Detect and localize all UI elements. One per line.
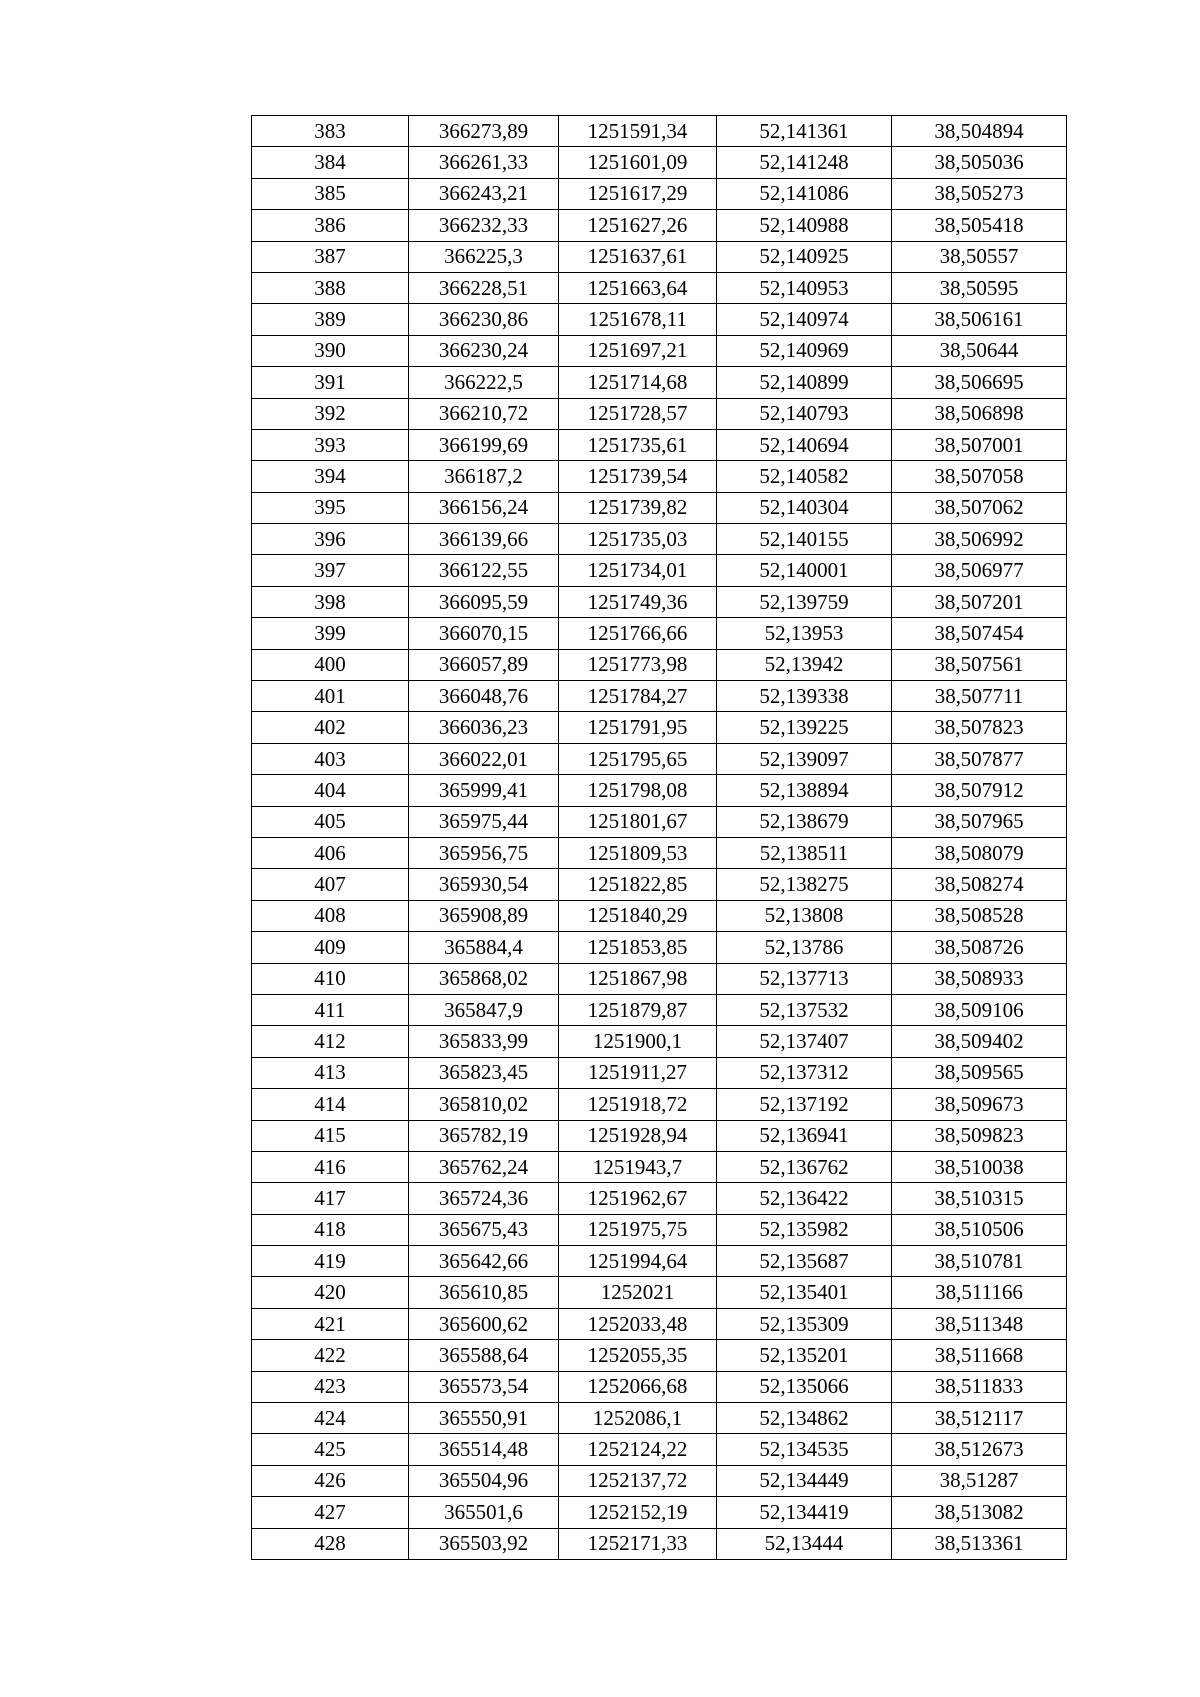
x-coordinate-cell: 366222,5 <box>409 367 559 398</box>
point-number-cell: 414 <box>252 1089 409 1120</box>
latitude-cell: 52,139225 <box>717 712 892 743</box>
y-coordinate-cell: 1251791,95 <box>559 712 717 743</box>
y-coordinate-cell: 1251773,98 <box>559 649 717 680</box>
table-row <box>252 1089 1067 1120</box>
table-row <box>252 1340 1067 1371</box>
table-row <box>252 398 1067 429</box>
x-coordinate-cell: 366156,24 <box>409 492 559 523</box>
table-row <box>252 1277 1067 1308</box>
y-coordinate-cell: 1251749,36 <box>559 586 717 617</box>
x-coordinate-cell: 365975,44 <box>409 806 559 837</box>
point-number-cell: 427 <box>252 1497 409 1528</box>
x-coordinate-cell: 366230,86 <box>409 304 559 335</box>
point-number-cell: 417 <box>252 1183 409 1214</box>
x-coordinate-cell: 365908,89 <box>409 900 559 931</box>
latitude-cell: 52,140304 <box>717 492 892 523</box>
longitude-cell: 38,509106 <box>892 994 1067 1025</box>
x-coordinate-cell: 366273,89 <box>409 116 559 147</box>
longitude-cell: 38,507058 <box>892 461 1067 492</box>
y-coordinate-cell: 1251637,61 <box>559 241 717 272</box>
longitude-cell: 38,510315 <box>892 1183 1067 1214</box>
latitude-cell: 52,141361 <box>717 116 892 147</box>
point-number-cell: 388 <box>252 272 409 303</box>
y-coordinate-cell: 1251591,34 <box>559 116 717 147</box>
latitude-cell: 52,138511 <box>717 837 892 868</box>
x-coordinate-cell: 365514,48 <box>409 1434 559 1465</box>
y-coordinate-cell: 1252033,48 <box>559 1308 717 1339</box>
x-coordinate-cell: 366228,51 <box>409 272 559 303</box>
point-number-cell: 420 <box>252 1277 409 1308</box>
point-number-cell: 397 <box>252 555 409 586</box>
x-coordinate-cell: 366225,3 <box>409 241 559 272</box>
latitude-cell: 52,135066 <box>717 1371 892 1402</box>
table-row <box>252 837 1067 868</box>
table-row <box>252 618 1067 649</box>
longitude-cell: 38,511833 <box>892 1371 1067 1402</box>
point-number-cell: 389 <box>252 304 409 335</box>
x-coordinate-cell: 365823,45 <box>409 1057 559 1088</box>
table-row <box>252 1528 1067 1559</box>
point-number-cell: 398 <box>252 586 409 617</box>
y-coordinate-cell: 1251900,1 <box>559 1026 717 1057</box>
longitude-cell: 38,511668 <box>892 1340 1067 1371</box>
table-row <box>252 304 1067 335</box>
point-number-cell: 394 <box>252 461 409 492</box>
table-row <box>252 272 1067 303</box>
longitude-cell: 38,51287 <box>892 1465 1067 1496</box>
latitude-cell: 52,140988 <box>717 210 892 241</box>
table-row <box>252 1246 1067 1277</box>
x-coordinate-cell: 365503,92 <box>409 1528 559 1559</box>
table-row <box>252 994 1067 1025</box>
longitude-cell: 38,507201 <box>892 586 1067 617</box>
y-coordinate-cell: 1252124,22 <box>559 1434 717 1465</box>
point-number-cell: 408 <box>252 900 409 931</box>
point-number-cell: 386 <box>252 210 409 241</box>
table-row <box>252 775 1067 806</box>
longitude-cell: 38,507001 <box>892 429 1067 460</box>
y-coordinate-cell: 1251735,61 <box>559 429 717 460</box>
coordinates-table-body <box>252 116 1067 1560</box>
y-coordinate-cell: 1251784,27 <box>559 681 717 712</box>
y-coordinate-cell: 1251975,75 <box>559 1214 717 1245</box>
x-coordinate-cell: 365782,19 <box>409 1120 559 1151</box>
y-coordinate-cell: 1252021 <box>559 1277 717 1308</box>
table-row <box>252 429 1067 460</box>
table-row <box>252 555 1067 586</box>
latitude-cell: 52,137407 <box>717 1026 892 1057</box>
latitude-cell: 52,140155 <box>717 524 892 555</box>
x-coordinate-cell: 365930,54 <box>409 869 559 900</box>
longitude-cell: 38,507062 <box>892 492 1067 523</box>
longitude-cell: 38,507823 <box>892 712 1067 743</box>
latitude-cell: 52,136941 <box>717 1120 892 1151</box>
x-coordinate-cell: 365588,64 <box>409 1340 559 1371</box>
y-coordinate-cell: 1251617,29 <box>559 178 717 209</box>
latitude-cell: 52,140974 <box>717 304 892 335</box>
x-coordinate-cell: 366187,2 <box>409 461 559 492</box>
longitude-cell: 38,507912 <box>892 775 1067 806</box>
x-coordinate-cell: 366199,69 <box>409 429 559 460</box>
latitude-cell: 52,140953 <box>717 272 892 303</box>
y-coordinate-cell: 1251928,94 <box>559 1120 717 1151</box>
table-row <box>252 900 1067 931</box>
longitude-cell: 38,507965 <box>892 806 1067 837</box>
longitude-cell: 38,507877 <box>892 743 1067 774</box>
y-coordinate-cell: 1252152,19 <box>559 1497 717 1528</box>
y-coordinate-cell: 1252137,72 <box>559 1465 717 1496</box>
y-coordinate-cell: 1251728,57 <box>559 398 717 429</box>
longitude-cell: 38,505036 <box>892 147 1067 178</box>
point-number-cell: 400 <box>252 649 409 680</box>
y-coordinate-cell: 1251663,64 <box>559 272 717 303</box>
y-coordinate-cell: 1251601,09 <box>559 147 717 178</box>
latitude-cell: 52,13953 <box>717 618 892 649</box>
table-row <box>252 335 1067 366</box>
longitude-cell: 38,506992 <box>892 524 1067 555</box>
x-coordinate-cell: 365956,75 <box>409 837 559 868</box>
longitude-cell: 38,510781 <box>892 1246 1067 1277</box>
latitude-cell: 52,134862 <box>717 1403 892 1434</box>
point-number-cell: 423 <box>252 1371 409 1402</box>
y-coordinate-cell: 1251918,72 <box>559 1089 717 1120</box>
point-number-cell: 395 <box>252 492 409 523</box>
y-coordinate-cell: 1251879,87 <box>559 994 717 1025</box>
point-number-cell: 418 <box>252 1214 409 1245</box>
table-row <box>252 649 1067 680</box>
y-coordinate-cell: 1252086,1 <box>559 1403 717 1434</box>
x-coordinate-cell: 366070,15 <box>409 618 559 649</box>
x-coordinate-cell: 366261,33 <box>409 147 559 178</box>
y-coordinate-cell: 1251795,65 <box>559 743 717 774</box>
point-number-cell: 411 <box>252 994 409 1025</box>
point-number-cell: 412 <box>252 1026 409 1057</box>
table-row <box>252 1308 1067 1339</box>
x-coordinate-cell: 365675,43 <box>409 1214 559 1245</box>
latitude-cell: 52,140582 <box>717 461 892 492</box>
longitude-cell: 38,509565 <box>892 1057 1067 1088</box>
latitude-cell: 52,135309 <box>717 1308 892 1339</box>
point-number-cell: 407 <box>252 869 409 900</box>
x-coordinate-cell: 366036,23 <box>409 712 559 743</box>
longitude-cell: 38,508528 <box>892 900 1067 931</box>
table-row <box>252 586 1067 617</box>
table-row <box>252 869 1067 900</box>
y-coordinate-cell: 1251911,27 <box>559 1057 717 1088</box>
latitude-cell: 52,139338 <box>717 681 892 712</box>
x-coordinate-cell: 366243,21 <box>409 178 559 209</box>
x-coordinate-cell: 365762,24 <box>409 1151 559 1182</box>
latitude-cell: 52,140001 <box>717 555 892 586</box>
longitude-cell: 38,512117 <box>892 1403 1067 1434</box>
point-number-cell: 396 <box>252 524 409 555</box>
point-number-cell: 419 <box>252 1246 409 1277</box>
point-number-cell: 404 <box>252 775 409 806</box>
point-number-cell: 393 <box>252 429 409 460</box>
point-number-cell: 428 <box>252 1528 409 1559</box>
y-coordinate-cell: 1252066,68 <box>559 1371 717 1402</box>
longitude-cell: 38,507711 <box>892 681 1067 712</box>
latitude-cell: 52,134419 <box>717 1497 892 1528</box>
table-row <box>252 241 1067 272</box>
table-row <box>252 743 1067 774</box>
point-number-cell: 425 <box>252 1434 409 1465</box>
longitude-cell: 38,511166 <box>892 1277 1067 1308</box>
point-number-cell: 422 <box>252 1340 409 1371</box>
latitude-cell: 52,136762 <box>717 1151 892 1182</box>
longitude-cell: 38,50557 <box>892 241 1067 272</box>
longitude-cell: 38,504894 <box>892 116 1067 147</box>
table-row <box>252 1151 1067 1182</box>
table-row <box>252 116 1067 147</box>
latitude-cell: 52,135687 <box>717 1246 892 1277</box>
y-coordinate-cell: 1251714,68 <box>559 367 717 398</box>
point-number-cell: 409 <box>252 932 409 963</box>
point-number-cell: 416 <box>252 1151 409 1182</box>
table-row <box>252 178 1067 209</box>
point-number-cell: 385 <box>252 178 409 209</box>
table-row <box>252 147 1067 178</box>
table-row <box>252 461 1067 492</box>
y-coordinate-cell: 1251809,53 <box>559 837 717 868</box>
latitude-cell: 52,140793 <box>717 398 892 429</box>
latitude-cell: 52,13444 <box>717 1528 892 1559</box>
longitude-cell: 38,505418 <box>892 210 1067 241</box>
y-coordinate-cell: 1252055,35 <box>559 1340 717 1371</box>
longitude-cell: 38,508274 <box>892 869 1067 900</box>
table-row <box>252 1214 1067 1245</box>
longitude-cell: 38,511348 <box>892 1308 1067 1339</box>
x-coordinate-cell: 365999,41 <box>409 775 559 806</box>
point-number-cell: 405 <box>252 806 409 837</box>
coordinates-table <box>251 115 1067 1560</box>
longitude-cell: 38,513361 <box>892 1528 1067 1559</box>
latitude-cell: 52,135982 <box>717 1214 892 1245</box>
x-coordinate-cell: 366095,59 <box>409 586 559 617</box>
x-coordinate-cell: 365847,9 <box>409 994 559 1025</box>
y-coordinate-cell: 1251739,82 <box>559 492 717 523</box>
longitude-cell: 38,508079 <box>892 837 1067 868</box>
latitude-cell: 52,134449 <box>717 1465 892 1496</box>
longitude-cell: 38,509823 <box>892 1120 1067 1151</box>
y-coordinate-cell: 1251798,08 <box>559 775 717 806</box>
longitude-cell: 38,505273 <box>892 178 1067 209</box>
x-coordinate-cell: 366232,33 <box>409 210 559 241</box>
table-row <box>252 712 1067 743</box>
longitude-cell: 38,509673 <box>892 1089 1067 1120</box>
point-number-cell: 426 <box>252 1465 409 1496</box>
longitude-cell: 38,509402 <box>892 1026 1067 1057</box>
table-row <box>252 681 1067 712</box>
table-row <box>252 1026 1067 1057</box>
point-number-cell: 391 <box>252 367 409 398</box>
longitude-cell: 38,50644 <box>892 335 1067 366</box>
y-coordinate-cell: 1251822,85 <box>559 869 717 900</box>
longitude-cell: 38,510506 <box>892 1214 1067 1245</box>
y-coordinate-cell: 1251766,66 <box>559 618 717 649</box>
latitude-cell: 52,13786 <box>717 932 892 963</box>
point-number-cell: 424 <box>252 1403 409 1434</box>
latitude-cell: 52,136422 <box>717 1183 892 1214</box>
x-coordinate-cell: 365724,36 <box>409 1183 559 1214</box>
y-coordinate-cell: 1251739,54 <box>559 461 717 492</box>
table-row <box>252 806 1067 837</box>
y-coordinate-cell: 1251853,85 <box>559 932 717 963</box>
y-coordinate-cell: 1251962,67 <box>559 1183 717 1214</box>
latitude-cell: 52,138275 <box>717 869 892 900</box>
point-number-cell: 401 <box>252 681 409 712</box>
y-coordinate-cell: 1251943,7 <box>559 1151 717 1182</box>
longitude-cell: 38,507561 <box>892 649 1067 680</box>
longitude-cell: 38,506898 <box>892 398 1067 429</box>
table-row <box>252 492 1067 523</box>
latitude-cell: 52,141086 <box>717 178 892 209</box>
longitude-cell: 38,506161 <box>892 304 1067 335</box>
point-number-cell: 399 <box>252 618 409 649</box>
x-coordinate-cell: 365884,4 <box>409 932 559 963</box>
point-number-cell: 390 <box>252 335 409 366</box>
point-number-cell: 406 <box>252 837 409 868</box>
x-coordinate-cell: 365573,54 <box>409 1371 559 1402</box>
latitude-cell: 52,135401 <box>717 1277 892 1308</box>
longitude-cell: 38,508726 <box>892 932 1067 963</box>
table-row <box>252 1434 1067 1465</box>
x-coordinate-cell: 365868,02 <box>409 963 559 994</box>
x-coordinate-cell: 365610,85 <box>409 1277 559 1308</box>
y-coordinate-cell: 1251994,64 <box>559 1246 717 1277</box>
latitude-cell: 52,140925 <box>717 241 892 272</box>
latitude-cell: 52,139759 <box>717 586 892 617</box>
y-coordinate-cell: 1251734,01 <box>559 555 717 586</box>
longitude-cell: 38,506695 <box>892 367 1067 398</box>
point-number-cell: 384 <box>252 147 409 178</box>
table-row <box>252 932 1067 963</box>
x-coordinate-cell: 366122,55 <box>409 555 559 586</box>
point-number-cell: 383 <box>252 116 409 147</box>
x-coordinate-cell: 365810,02 <box>409 1089 559 1120</box>
y-coordinate-cell: 1252171,33 <box>559 1528 717 1559</box>
x-coordinate-cell: 365642,66 <box>409 1246 559 1277</box>
point-number-cell: 403 <box>252 743 409 774</box>
x-coordinate-cell: 366210,72 <box>409 398 559 429</box>
y-coordinate-cell: 1251867,98 <box>559 963 717 994</box>
y-coordinate-cell: 1251801,67 <box>559 806 717 837</box>
latitude-cell: 52,139097 <box>717 743 892 774</box>
x-coordinate-cell: 366048,76 <box>409 681 559 712</box>
x-coordinate-cell: 366022,01 <box>409 743 559 774</box>
latitude-cell: 52,137312 <box>717 1057 892 1088</box>
table-row <box>252 524 1067 555</box>
x-coordinate-cell: 365600,62 <box>409 1308 559 1339</box>
point-number-cell: 402 <box>252 712 409 743</box>
x-coordinate-cell: 365833,99 <box>409 1026 559 1057</box>
latitude-cell: 52,138679 <box>717 806 892 837</box>
x-coordinate-cell: 366230,24 <box>409 335 559 366</box>
latitude-cell: 52,13808 <box>717 900 892 931</box>
latitude-cell: 52,137713 <box>717 963 892 994</box>
x-coordinate-cell: 366057,89 <box>409 649 559 680</box>
table-row <box>252 1371 1067 1402</box>
x-coordinate-cell: 365501,6 <box>409 1497 559 1528</box>
x-coordinate-cell: 365550,91 <box>409 1403 559 1434</box>
latitude-cell: 52,13942 <box>717 649 892 680</box>
longitude-cell: 38,513082 <box>892 1497 1067 1528</box>
table-row <box>252 1465 1067 1496</box>
point-number-cell: 392 <box>252 398 409 429</box>
y-coordinate-cell: 1251697,21 <box>559 335 717 366</box>
x-coordinate-cell: 366139,66 <box>409 524 559 555</box>
point-number-cell: 415 <box>252 1120 409 1151</box>
table-row <box>252 1183 1067 1214</box>
latitude-cell: 52,137532 <box>717 994 892 1025</box>
latitude-cell: 52,140899 <box>717 367 892 398</box>
longitude-cell: 38,507454 <box>892 618 1067 649</box>
y-coordinate-cell: 1251840,29 <box>559 900 717 931</box>
table-row <box>252 963 1067 994</box>
y-coordinate-cell: 1251735,03 <box>559 524 717 555</box>
longitude-cell: 38,512673 <box>892 1434 1067 1465</box>
latitude-cell: 52,138894 <box>717 775 892 806</box>
y-coordinate-cell: 1251678,11 <box>559 304 717 335</box>
point-number-cell: 421 <box>252 1308 409 1339</box>
point-number-cell: 410 <box>252 963 409 994</box>
latitude-cell: 52,141248 <box>717 147 892 178</box>
latitude-cell: 52,135201 <box>717 1340 892 1371</box>
y-coordinate-cell: 1251627,26 <box>559 210 717 241</box>
x-coordinate-cell: 365504,96 <box>409 1465 559 1496</box>
table-row <box>252 210 1067 241</box>
point-number-cell: 387 <box>252 241 409 272</box>
table-row <box>252 1403 1067 1434</box>
latitude-cell: 52,140694 <box>717 429 892 460</box>
table-row <box>252 367 1067 398</box>
table-row <box>252 1120 1067 1151</box>
longitude-cell: 38,506977 <box>892 555 1067 586</box>
longitude-cell: 38,510038 <box>892 1151 1067 1182</box>
point-number-cell: 413 <box>252 1057 409 1088</box>
latitude-cell: 52,137192 <box>717 1089 892 1120</box>
longitude-cell: 38,508933 <box>892 963 1067 994</box>
table-row <box>252 1497 1067 1528</box>
table-row <box>252 1057 1067 1088</box>
latitude-cell: 52,134535 <box>717 1434 892 1465</box>
latitude-cell: 52,140969 <box>717 335 892 366</box>
longitude-cell: 38,50595 <box>892 272 1067 303</box>
